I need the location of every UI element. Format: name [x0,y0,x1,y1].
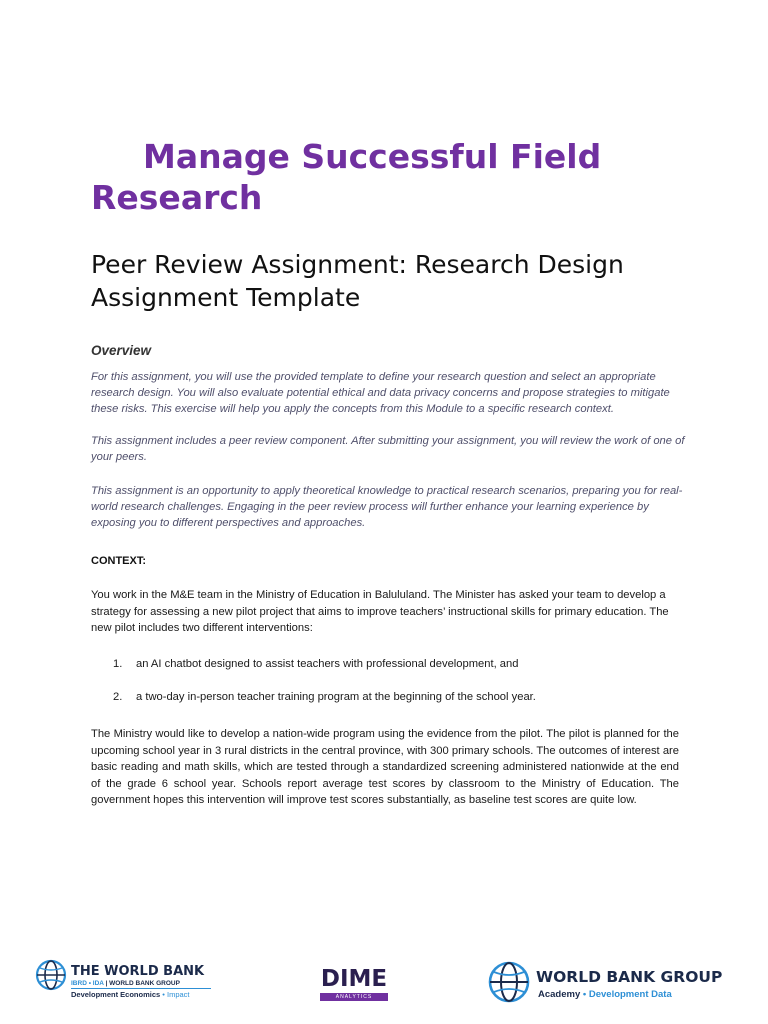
dime-tagline: ANALYTICS [320,993,388,1001]
list-number: 2. [113,691,123,703]
dime-wordmark: DIME [320,966,388,992]
context-intro: You work in the M&E team in the Ministry of Education in Balululand. The Minister has asked your team to develop a strategy for assessing a new pilot project that aims to improve teachers’ instructional skills for primary education. The new pilot includes two different interventions: [91,589,669,634]
world-bank-unit: Development Economics • Impact [71,990,190,999]
list-item [113,689,673,705]
dime-logo [320,966,388,1002]
world-bank-title: THE WORLD BANK [71,964,205,979]
overview-paragraph: This assignment includes a peer review component. After submitting your assignment, you will review the work of one of your peers. [91,435,685,463]
overview-heading: Overview [91,343,152,358]
overview-paragraph: This assignment is an opportunity to apply theoretical knowledge to practical research scenarios, preparing you for real-world research challenges. Engaging in the peer review process will further enhance your learning experience by exposing you to different perspectives and approaches. [91,485,683,529]
context-heading: CONTEXT: [91,555,146,567]
world-bank-group-title: WORLD BANK GROUP [536,968,723,986]
globe-icon [35,959,67,991]
list-number: 1. [113,658,123,670]
world-bank-subline: IBRD • IDA | WORLD BANK GROUP [71,980,180,987]
world-bank-group-logo [488,961,728,1007]
context-details: The Ministry would like to develop a nation-wide program using the evidence from the pilot. The pilot is planned for the upcoming school year in 3 rural districts in the central province, with 300 primary schools. The outcomes of interest are basic reading and math skills, which are tested through a standardized screening administered nationwide at the end of the grade 6 school year. Schools report average test scores by classroom to the Ministry of Education. The government hopes this intervention will improve test scores substantially, as baseline test scores are quite low. [91,728,679,806]
document-subtitle: Peer Review Assignment: Research Design Assignment Template [91,250,624,312]
list-text: a two-day in-person teacher training program at the beginning of the school year. [136,691,536,703]
document-title: Manage Successful Field Research [91,137,602,217]
divider [71,988,211,989]
overview-paragraph: For this assignment, you will use the provided template to define your research question and select an appropriate research design. You will also evaluate potential ethical and data privacy concerns and propose strategies to mitigate these risks. This exercise will help you apply the concepts from this Module to a specific research context. [91,371,670,415]
globe-icon [488,961,530,1003]
world-bank-group-subline: Academy • Development Data [538,989,672,1000]
list-item [113,656,673,672]
list-text: an AI chatbot designed to assist teachers with professional development, and [136,658,519,670]
world-bank-logo [35,959,215,1005]
